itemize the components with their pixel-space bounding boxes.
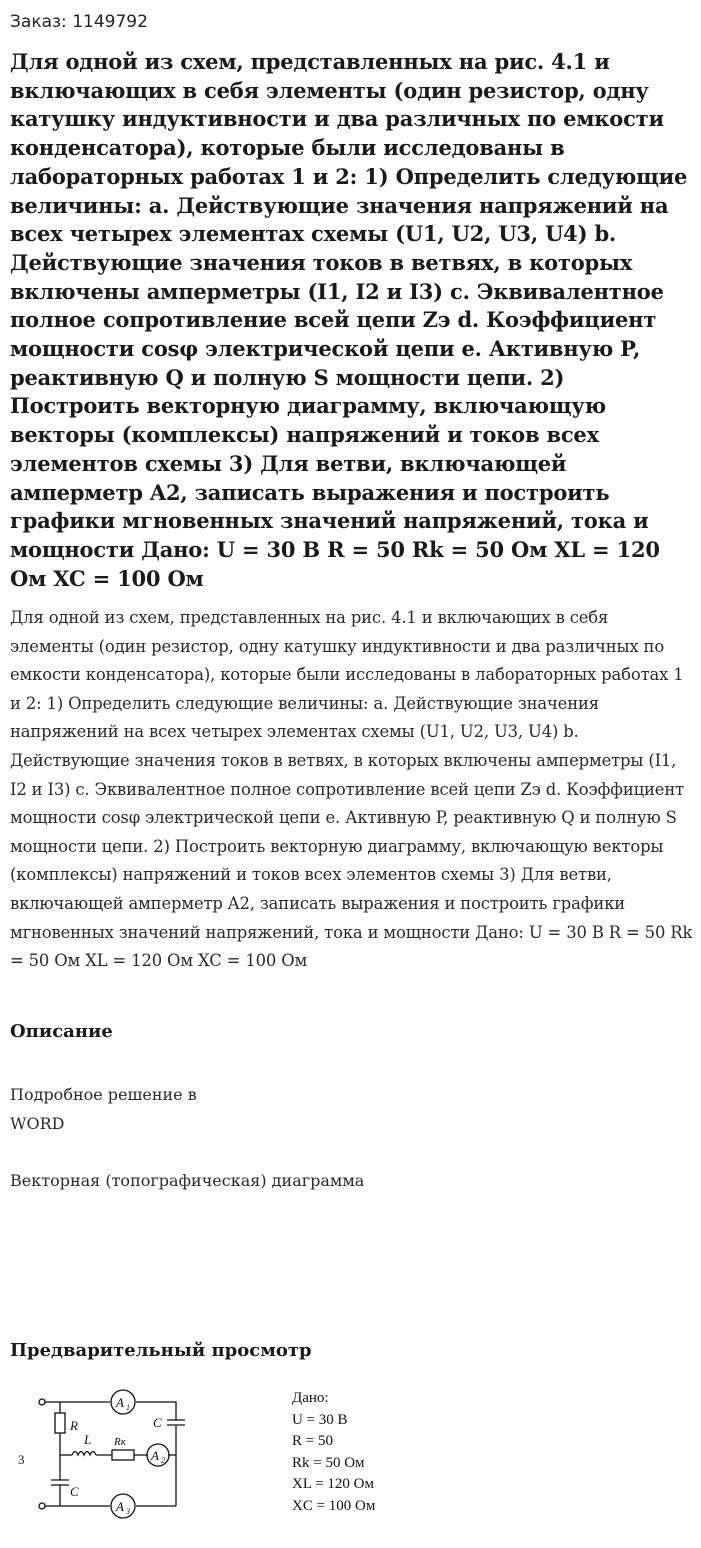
terminal-bottom	[39, 1503, 45, 1509]
circuit-diagram	[10, 1380, 280, 1540]
terminal-top	[39, 1399, 45, 1405]
label-c-bottom: C	[70, 1484, 79, 1499]
given-values	[292, 1388, 375, 1517]
order-line	[10, 10, 148, 34]
task-description: Для одной из схем, представленных на рис. 4.1 и включающих в себя элементы (один резистор, одну катушку индуктивности и два различных по емкости конденсатора), которые были исследованы в лабораторных работах 1 и 2: 1) Определить следующие величины: a. Действующие значения напряжений на всех четырех элементах схемы (U1, U2, U3, U4) b. Действующие значения токов в ветвях, в которых включены амперметры (I1, I2 и I3) c. Эквивалентное полное сопротивление всей цепи Zэ d. Коэффициент мощности cosφ электрической цепи e. Активную P, реактивную Q и полную S мощности цепи. 2) Построить векторную диаграмму, включающую векторы (комплексы) напряжений и токов всех элементов схемы 3) Для ветви, включающей амперметр A2, записать выражения и построить графики мгновенных значений напряжений, тока и мощности Дано: U = 30 В R = 50 Rk = 50 Ом XL = 120 Ом XC = 100 Ом	[10, 608, 693, 971]
capacitor-bottom	[51, 1480, 69, 1485]
preview-image	[10, 1380, 694, 1540]
description-line-1: Подробное решение в	[10, 1085, 197, 1104]
ammeter-a2-label: A	[151, 1448, 159, 1463]
page-title: Для одной из схем, представленных на рис. 4.1 и включающих в себя элементы (один резистор, одну катушку индуктивности и два различных по емкости конденсатора), которые были исследованы в лабораторных работах 1 и 2: 1) Определить следующие величины: a. Действующие значения напряжений на всех четырех элементах схемы (U1, U2, U3, U4) b. Действующие значения токов в ветвях, в которых включены амперметры (I1, I2 и I3) c. Эквивалентное полное сопротивление всей цепи Zэ d. Коэффициент мощности cosφ электрической цепи e. Активную P, реактивную Q и полную S мощности цепи. 2) Построить векторную диаграмму, включающую векторы (комплексы) напряжений и токов всех элементов схемы 3) Для ветви, включающей амперметр A2, записать выражения и построить графики мгновенных значений напряжений, тока и мощности Дано: U = 30 В R = 50 Rk = 50 Ом XL = 120 Ом XC = 100 Ом	[10, 49, 688, 591]
label-l: L	[84, 1432, 92, 1447]
given-xc: XC = 100 Ом	[292, 1497, 376, 1514]
scheme-number: 3	[18, 1452, 25, 1467]
label-r: R	[70, 1418, 78, 1433]
description-line-2: WORD	[10, 1114, 65, 1133]
given-xl: XL = 120 Ом	[292, 1476, 374, 1492]
preview-heading: Предварительный просмотр	[10, 1340, 312, 1361]
label-c-top: C	[153, 1415, 162, 1430]
given-u: U = 30 В	[292, 1411, 348, 1428]
resistor-rk	[112, 1450, 134, 1460]
description-heading: Описание	[10, 1021, 113, 1042]
ammeter-a3-label: A	[116, 1499, 124, 1514]
ammeter-a2-sub: 2	[161, 1456, 165, 1465]
given-title: Дано:	[292, 1390, 329, 1406]
label-rk: Rк	[114, 1436, 126, 1448]
inductor-l	[72, 1452, 96, 1456]
given-r: R = 50	[292, 1433, 333, 1449]
capacitor-top	[167, 1420, 185, 1425]
ammeter-a3-sub: 3	[126, 1507, 130, 1516]
order-number: 1149792	[72, 12, 148, 32]
order-label: Заказ:	[10, 12, 67, 32]
ammeter-a1-sub: 1	[126, 1403, 130, 1412]
given-rk: Rk = 50 Ом	[292, 1454, 365, 1471]
resistor-r	[55, 1413, 65, 1433]
ammeter-a1-label: A	[116, 1395, 124, 1410]
description-line-3: Векторная (топографическая) диаграмма	[10, 1171, 365, 1190]
